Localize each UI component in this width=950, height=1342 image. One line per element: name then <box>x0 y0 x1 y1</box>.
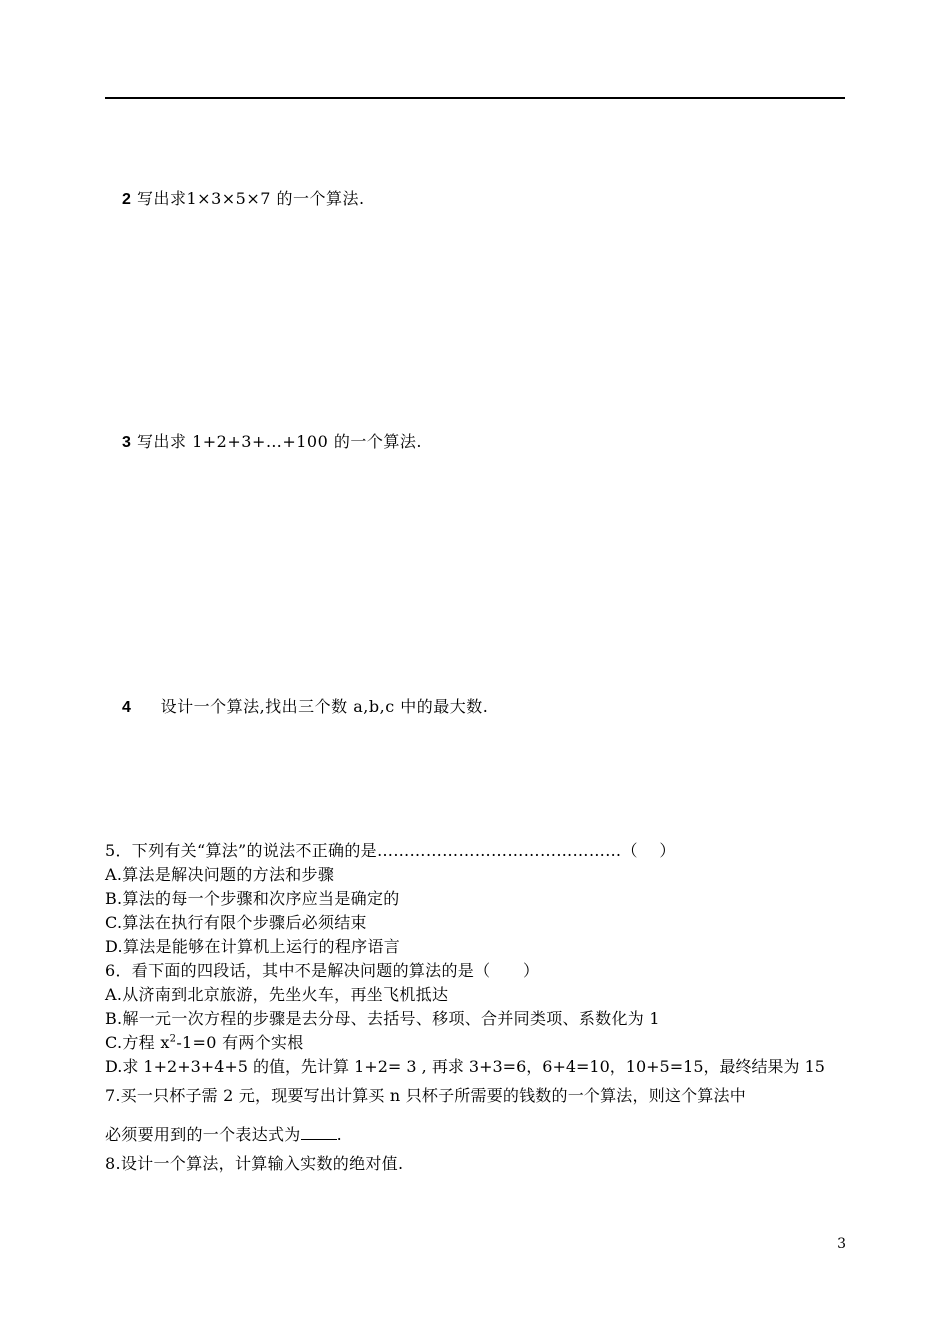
question-5-option-b: B.算法的每一个步骤和次序应当是确定的 <box>105 889 400 908</box>
question-6-option-c-prefix: C.方程 x <box>105 1033 170 1052</box>
question-2-number: 2 <box>122 191 132 208</box>
question-3-text: 写出求 1+2+3+…+100 的一个算法. <box>137 432 422 451</box>
question-8: 8.设计一个算法，计算输入实数的绝对值. <box>105 1154 404 1173</box>
header-rule <box>105 97 845 99</box>
question-6-option-b: B.解一元一次方程的步骤是去分母、去括号、移项、合并同类项、系数化为 1 <box>105 1009 660 1028</box>
question-4-number: 4 <box>122 699 132 716</box>
question-2-text: 写出求1×3×5×7 的一个算法. <box>137 189 365 208</box>
exponent: 2 <box>169 1033 177 1045</box>
question-4 <box>122 694 488 717</box>
question-7-line-2-end: . <box>336 1125 342 1144</box>
question-7-line-2 <box>105 1122 342 1145</box>
question-6-option-c <box>105 1030 304 1053</box>
question-6-option-a: A.从济南到北京旅游，先坐火车，再坐飞机抵达 <box>105 985 449 1004</box>
question-7-line-2-text: 必须要用到的一个表达式为 <box>105 1125 301 1144</box>
question-5-option-a: A.算法是解决问题的方法和步骤 <box>105 865 335 884</box>
question-3 <box>122 429 422 452</box>
question-6-option-c-suffix: -1=0 有两个实根 <box>176 1033 304 1052</box>
answer-blank <box>301 1125 337 1140</box>
question-5-option-d: D.算法是能够在计算机上运行的程序语言 <box>105 937 401 956</box>
page-number: 3 <box>837 1236 846 1252</box>
question-7-line-1: 7.买一只杯子需 2 元，现要写出计算买 n 只杯子所需要的钱数的一个算法，则这个算法中 <box>105 1086 746 1105</box>
question-6-option-d: D.求 1+2+3+4+5 的值，先计算 1+2= 3 , 再求 3+3=6，6+4=10，10+5=15，最终结果为 15 <box>105 1057 825 1076</box>
question-2 <box>122 186 365 209</box>
question-5-stem: 5．下列有关“算法”的说法不正确的是………………………………………（ ） <box>105 841 676 860</box>
question-5-option-c: C.算法在执行有限个步骤后必须结束 <box>105 913 367 932</box>
question-6-stem: 6．看下面的四段话，其中不是解决问题的算法的是（ ） <box>105 961 540 980</box>
question-4-text: 设计一个算法,找出三个数 a,b,c 中的最大数. <box>160 697 489 716</box>
question-3-number: 3 <box>122 434 132 451</box>
